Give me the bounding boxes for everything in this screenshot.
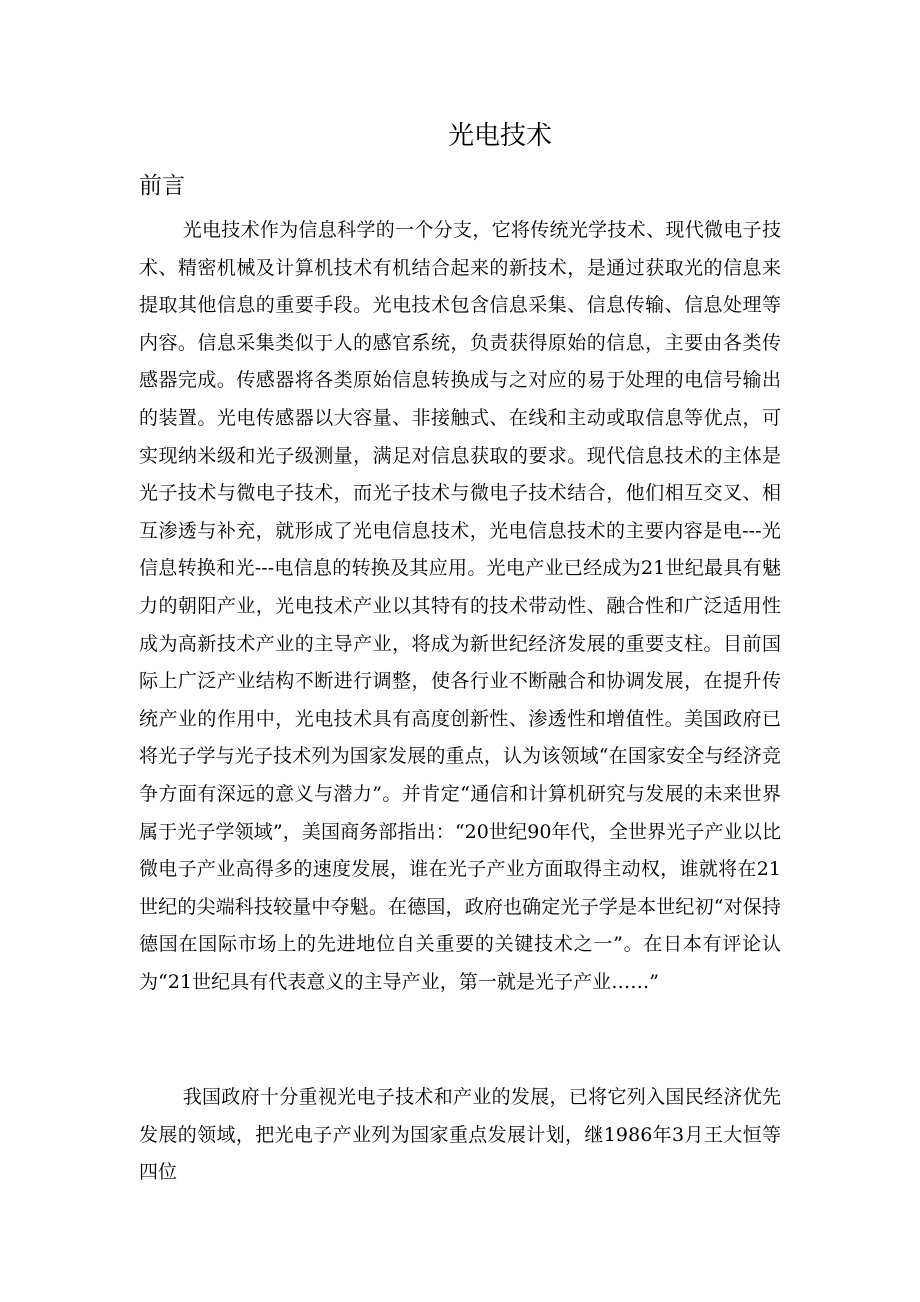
section-heading-preface: 前言 xyxy=(139,173,185,199)
document-title: 光电技术 xyxy=(447,121,552,151)
body-paragraph: 我国政府十分重视光电子技术和产业的发展，已将它列入国民经济优先发展的领域，把光电子产业列为国家重点发展计划，继1986年3月王大恒等四位 xyxy=(139,1086,781,1184)
body-paragraph: 光电技术作为信息科学的一个分支，它将传统光学技术、现代微电子技术、精密机械及计算机技术有机结合起来的新技术，是通过获取光的信息来提取其他信息的重要手段。光电技术包含信息采集、信息传输、信息处理等内容。信息采集类似于人的感官系统，负责获得原始的信息，主要由各类传感器完成。传感器将各类原始信息转换成与之对应的易于处理的电信号输出的装置。光电传感器以大容量、非接触式、在线和主动或取信息等优点，可实现纳米级和光子级测量，满足对信息获取的要求。现代信息技术的主体是光子技术与微电子技术，而光子技术与微电子技术结合，他们相互交叉、相互渗透与补充，就形成了光电信息技术，光电信息技术的主要内容是电---光信息转换和光---电信息的转换及其应用。光电产业已经成为21世纪最具有魅力的朝阳产业，光电技术产业以其特有的技术带动性、融合性和广泛适用性成为高新技术产业的主导产业，将成为新世纪经济发展的重要支柱。目前国际上广泛产业结构不断进行调整，使各行业不断融合和协调发展，在提升传统产业的作用中，光电技术具有高度创新性、渗透性和增值性。美国政府已将光子学与光子技术列为国家发展的重点，认为该领域“在国家安全与经济竞争方面有深远的意义与潜力”。并肯定“通信和计算机研究与发展的未来世界属于光子学领域”，美国商务部指出：“20世纪90年代，全世界光子产业以比微电子产业高得多的速度发展，谁在光子产业方面取得主动权，谁就将在21世纪的尖端科技较量中夺魁。在德国，政府也确定光子学是本世纪初“对保持德国在国际市场上的先进地位自关重要的关键技术之一”。在日本有评论认为“21世纪具有代表意义的主导产业，第一就是光子产业……” xyxy=(139,219,781,993)
